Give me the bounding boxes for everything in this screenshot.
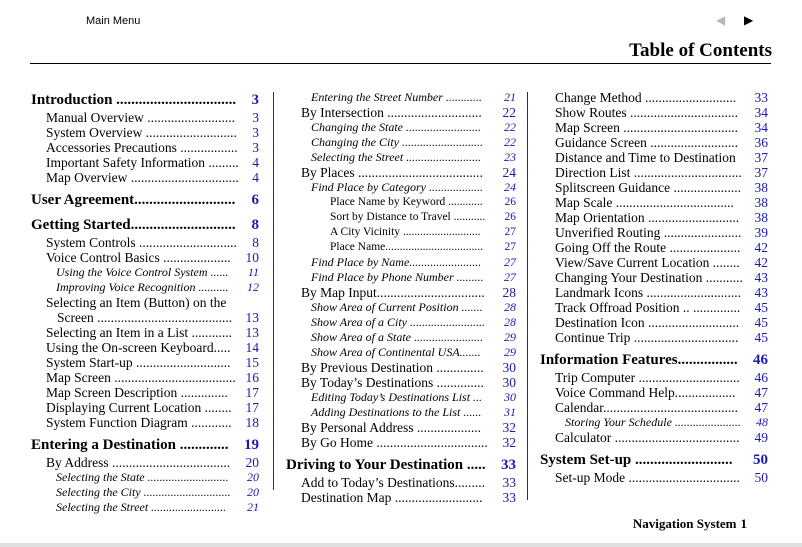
toc-page-link[interactable]: 4 [252, 170, 259, 185]
toc-entry-label: Place Name.................................. [330, 241, 483, 253]
toc-entry[interactable] [286, 180, 516, 195]
toc-page-link[interactable]: 33 [502, 490, 516, 505]
toc-entry[interactable] [286, 105, 516, 120]
toc-entry[interactable] [286, 300, 516, 315]
toc-page-link[interactable]: 34 [754, 120, 768, 135]
toc-page-link[interactable]: 22 [504, 120, 516, 134]
toc-page-link[interactable]: 46 [754, 370, 768, 385]
toc-entry-label: Selecting an Item in a List ............ [46, 325, 232, 340]
toc-entry-label: Direction List ................................ [555, 165, 742, 180]
toc-entry[interactable] [286, 195, 516, 210]
toc-entry[interactable] [540, 120, 768, 135]
toc-column-2 [286, 90, 516, 505]
toc-entry-label: By Today’s Destinations .............. [301, 375, 484, 390]
toc-page-link[interactable]: 19 [244, 437, 259, 453]
toc-entry-label: Important Safety Information ......... [46, 155, 239, 170]
previous-page-icon[interactable]: ◀ [716, 13, 726, 27]
toc-entry[interactable] [540, 300, 768, 315]
toc-entry-label: Show Routes ................................ [555, 105, 739, 120]
footer-page-number: 1 [740, 516, 747, 531]
toc-entry-label: System Function Diagram ............ [46, 415, 232, 430]
toc-page-link[interactable]: 20 [245, 455, 259, 470]
toc-page-link[interactable]: 30 [502, 375, 516, 390]
toc-page-link[interactable]: 32 [502, 435, 516, 450]
toc-entry-label: Destination Map .......................... [301, 490, 483, 505]
toc-entry-label: Selecting the State ........................... [56, 470, 229, 484]
toc-entry[interactable] [31, 485, 259, 500]
toc-entry-label: Show Area of Current Position ....... [311, 300, 483, 314]
toc-entry-label: Voice Control Basics .................... [46, 250, 231, 265]
toc-entry[interactable] [540, 255, 768, 270]
toc-page-link[interactable]: 21 [504, 90, 516, 104]
toc-page-link[interactable]: 33 [501, 457, 516, 473]
toc-page-link[interactable]: 32 [502, 420, 516, 435]
toc-entry[interactable] [31, 235, 259, 250]
toc-entry[interactable] [286, 390, 516, 405]
toc-page-link[interactable]: 13 [245, 325, 259, 340]
toc-section-entry[interactable] [540, 350, 768, 370]
toc-page-link[interactable]: 8 [252, 235, 259, 250]
toc-page-link[interactable]: 29 [504, 330, 516, 344]
toc-entry[interactable] [286, 360, 516, 375]
column-divider-1 [273, 92, 274, 490]
toc-page-link[interactable]: 48 [756, 415, 768, 429]
toc-entry-label: By Personal Address ................... [301, 420, 481, 435]
toc-page-link[interactable]: 6 [251, 192, 259, 208]
toc-entry-label: Track Offroad Position .. .............. [555, 300, 741, 315]
toc-page-link[interactable]: 13 [245, 310, 259, 325]
header-divider [30, 63, 771, 64]
toc-entry[interactable] [286, 435, 516, 450]
toc-entry-label: System Set-up .......................... [540, 452, 733, 468]
toc-page-link[interactable]: 15 [245, 355, 259, 370]
toc-entry [31, 310, 259, 325]
toc-page-link[interactable]: 36 [754, 135, 768, 150]
toc-page-link[interactable]: 50 [754, 470, 768, 485]
toc-page-link[interactable]: 27 [504, 270, 516, 284]
toc-section-entry[interactable] [540, 450, 768, 470]
toc-entry-label: Getting Started............................ [31, 217, 236, 233]
toc-entry[interactable] [540, 195, 768, 210]
toc-page-link[interactable]: 31 [504, 405, 516, 419]
toc-entry[interactable] [31, 110, 259, 125]
toc-entry-label: Using the On-screen Keyboard..... [46, 340, 231, 355]
toc-page-link[interactable]: 43 [754, 270, 768, 285]
toc-page-link[interactable]: 17 [245, 385, 259, 400]
toc-section-entry[interactable] [31, 190, 259, 210]
toc-entry[interactable] [31, 470, 259, 485]
toc-entry-label: Calendar........................................ [555, 400, 738, 415]
toc-entry[interactable] [31, 125, 259, 140]
toc-page-link[interactable]: 21 [247, 500, 259, 514]
toc-entry[interactable] [31, 155, 259, 170]
toc-entry[interactable] [286, 225, 516, 240]
toc-page-link[interactable]: 3 [252, 140, 259, 155]
toc-column-3 [540, 90, 768, 485]
toc-entry[interactable] [540, 400, 768, 415]
main-menu-link[interactable]: Main Menu [86, 15, 141, 27]
toc-page-link[interactable]: 11 [247, 265, 259, 279]
toc-entry-label: Find Place by Category .................. [311, 180, 483, 194]
toc-entry[interactable] [540, 180, 768, 195]
toc-entry[interactable] [31, 500, 259, 515]
toc-page-link[interactable]: 14 [245, 340, 259, 355]
toc-page-link[interactable]: 38 [754, 195, 768, 210]
toc-entry[interactable] [286, 315, 516, 330]
page-title: Table of Contents [629, 40, 772, 61]
toc-page-link[interactable]: 49 [754, 430, 768, 445]
toc-entry-label: Manual Overview .......................... [46, 110, 235, 125]
toc-page-link[interactable]: 3 [252, 125, 259, 140]
toc-page-link[interactable]: 3 [251, 92, 259, 108]
toc-entry-label: By Go Home ................................. [301, 435, 488, 450]
toc-entry[interactable] [286, 330, 516, 345]
toc-page-link[interactable]: 43 [754, 285, 768, 300]
toc-entry[interactable] [286, 135, 516, 150]
toc-entry-label: Accessories Precautions ................. [46, 140, 238, 155]
toc-entry-label: Map Screen Description .............. [46, 385, 228, 400]
toc-page-link[interactable]: 46 [753, 352, 768, 368]
toc-page-link[interactable]: 18 [245, 415, 259, 430]
toc-entry[interactable] [31, 355, 259, 370]
toc-entry-label: Show Area of a State ....................... [311, 330, 483, 344]
toc-page-link[interactable]: 33 [754, 90, 768, 105]
toc-entry-label: Storing Your Schedule ...................... [565, 415, 741, 429]
toc-entry-label: Distance and Time to Destination [555, 150, 736, 165]
toc-entry-label: Find Place by Name........................ [311, 255, 482, 269]
toc-entry[interactable] [31, 140, 259, 155]
toc-entry-label: Changing the City ........................... [311, 135, 483, 149]
toc-entry[interactable] [286, 240, 516, 255]
toc-entry-label: Place Name by Keyword ............ [330, 196, 483, 208]
toc-entry[interactable] [540, 470, 768, 485]
toc-entry-label: Selecting the Street ......................... [56, 500, 227, 514]
toc-page-link[interactable]: 37 [754, 150, 768, 165]
toc-page-link[interactable]: 38 [754, 180, 768, 195]
next-page-icon[interactable]: ▶ [744, 13, 754, 27]
toc-page-link[interactable]: 50 [753, 452, 768, 468]
toc-entry[interactable] [286, 165, 516, 180]
toc-page-link[interactable]: 10 [245, 250, 259, 265]
toc-entry[interactable] [31, 385, 259, 400]
toc-entry-label: System Overview ........................... [46, 125, 237, 140]
toc-page-link[interactable]: 24 [504, 180, 516, 194]
toc-entry-label: By Map Input................................ [301, 285, 485, 300]
toc-entry-label: Changing the State ......................... [311, 120, 481, 134]
toc-entry-label: Editing Today’s Destinations List ... [311, 390, 483, 404]
toc-page-link[interactable]: 27 [504, 255, 516, 269]
toc-page-link[interactable]: 33 [502, 475, 516, 490]
toc-entry[interactable] [540, 315, 768, 330]
toc-section-entry[interactable] [286, 455, 516, 475]
toc-page-link[interactable]: 39 [754, 225, 768, 240]
toc-entry[interactable] [286, 150, 516, 165]
toc-entry-label: By Address ................................... [46, 455, 231, 470]
toc-page-link[interactable]: 42 [754, 240, 768, 255]
toc-entry-label: System Controls ............................. [46, 235, 237, 250]
toc-page-link[interactable]: 28 [504, 315, 516, 329]
toc-entry-label: User Agreement........................... [31, 192, 236, 208]
toc-entry-label: Splitscreen Guidance .................... [555, 180, 741, 195]
toc-entry[interactable] [540, 370, 768, 385]
toc-entry[interactable] [286, 345, 516, 360]
toc-entry-label: View/Save Current Location ........ [555, 255, 740, 270]
toc-page-link[interactable]: 42 [754, 255, 768, 270]
toc-page-link[interactable]: 3 [252, 110, 259, 125]
footer-label: Navigation System [632, 516, 737, 531]
toc-entry[interactable] [31, 280, 259, 295]
toc-entry-label: A City Vicinity ........................... [330, 226, 481, 238]
toc-entry[interactable] [540, 240, 768, 255]
toc-page-link[interactable]: 8 [251, 217, 259, 233]
toc-entry[interactable] [286, 285, 516, 300]
toc-entry[interactable] [540, 210, 768, 225]
toc-entry-label: Map Orientation ........................... [555, 210, 740, 225]
page-footer [633, 516, 747, 532]
toc-entry-label: Unverified Routing ....................... [555, 225, 742, 240]
toc-page-link[interactable]: 34 [754, 105, 768, 120]
toc-page-link[interactable]: 16 [245, 370, 259, 385]
toc-page-link[interactable]: 20 [247, 470, 259, 484]
toc-entry[interactable] [540, 415, 768, 430]
toc-page-link[interactable]: 4 [252, 155, 259, 170]
toc-entry[interactable] [31, 295, 259, 310]
toc-page-link[interactable]: 45 [754, 315, 768, 330]
toc-entry-label: Entering the Street Number ............ [311, 90, 482, 104]
toc-entry-label: Selecting the Street ......................... [311, 150, 482, 164]
toc-entry[interactable] [540, 105, 768, 120]
toc-entry-label: Voice Command Help.................. [555, 385, 736, 400]
toc-page-link[interactable]: 24 [502, 165, 516, 180]
toc-entry[interactable] [31, 265, 259, 280]
toc-entry-label: Adding Destinations to the List ...... [311, 405, 482, 419]
toc-entry-label: Set-up Mode ................................. [555, 470, 740, 485]
toc-entry-label: Guidance Screen .......................... [555, 135, 738, 150]
toc-entry-label: Map Scale ................................... [555, 195, 734, 210]
toc-entry-label: Sort by Distance to Travel ........... [330, 211, 486, 223]
toc-entry-label: Continue Trip ............................... [555, 330, 739, 345]
toc-entry[interactable] [286, 405, 516, 420]
toc-entry-label: Displaying Current Location ........ [46, 400, 232, 415]
toc-page-link[interactable]: 28 [504, 300, 516, 314]
toc-page-link[interactable]: 47 [754, 385, 768, 400]
toc-entry[interactable] [31, 340, 259, 355]
toc-page-link[interactable]: 45 [754, 300, 768, 315]
toc-entry[interactable] [286, 420, 516, 435]
toc-entry-label: Going Off the Route ..................... [555, 240, 741, 255]
toc-entry-label: Selecting the City ............................. [56, 485, 231, 499]
toc-page-link[interactable]: 27 [504, 226, 516, 238]
toc-entry-label: By Intersection ............................ [301, 105, 482, 120]
toc-entry[interactable] [540, 150, 768, 165]
toc-entry[interactable] [286, 90, 516, 105]
toc-entry-label: Driving to Your Destination ..... [286, 457, 486, 473]
toc-entry[interactable] [31, 250, 259, 265]
toc-page-link[interactable]: 30 [504, 390, 516, 404]
toc-entry[interactable] [540, 385, 768, 400]
toc-entry-label: Selecting an Item (Button) on the [46, 295, 227, 310]
toc-entry[interactable] [286, 270, 516, 285]
column-divider-2 [527, 92, 528, 500]
toc-page-link[interactable]: 26 [504, 211, 516, 223]
toc-entry[interactable] [31, 400, 259, 415]
toc-entry[interactable] [540, 330, 768, 345]
toc-entry-label: Add to Today’s Destinations......... [301, 475, 486, 490]
toc-entry-label: Improving Voice Recognition .......... [56, 280, 229, 294]
toc-entry[interactable] [31, 325, 259, 340]
toc-entry-label: By Previous Destination .............. [301, 360, 484, 375]
toc-page-link[interactable]: 45 [754, 330, 768, 345]
toc-page-link[interactable]: 12 [247, 280, 259, 294]
toc-page-link[interactable]: 22 [504, 135, 516, 149]
toc-page-link[interactable]: 47 [754, 400, 768, 415]
toc-entry[interactable] [540, 135, 768, 150]
toc-page-link[interactable]: 37 [754, 165, 768, 180]
toc-entry-label: Change Method ........................... [555, 90, 737, 105]
toc-page-link[interactable]: 38 [754, 210, 768, 225]
toc-entry[interactable] [540, 225, 768, 240]
toc-page-link[interactable]: 17 [245, 400, 259, 415]
toc-entry-label: Calculator ..................................... [555, 430, 740, 445]
toc-page-link[interactable]: 27 [504, 241, 516, 253]
toc-entry-label: Landmark Icons ............................ [555, 285, 741, 300]
toc-entry-label: Map Overview ................................ [46, 170, 239, 185]
toc-section-entry[interactable] [31, 215, 259, 235]
toc-entry[interactable] [286, 475, 516, 490]
toc-page-link[interactable]: 22 [502, 105, 516, 120]
toc-page-link[interactable]: 29 [504, 345, 516, 359]
toc-entry[interactable] [540, 165, 768, 180]
toc-entry-label: Introduction ................................ [31, 92, 237, 108]
toc-entry-label: By Places ..................................... [301, 165, 483, 180]
toc-section-entry[interactable] [31, 435, 259, 455]
toc-entry-label: Map Screen .................................. [555, 120, 738, 135]
toc-entry-label: Entering a Destination ............. [31, 437, 229, 453]
toc-entry[interactable] [31, 370, 259, 385]
toc-entry-label: Map Screen .................................... [46, 370, 236, 385]
toc-entry[interactable] [540, 270, 768, 285]
toc-entry[interactable] [286, 255, 516, 270]
toc-page-link[interactable]: 26 [504, 196, 516, 208]
toc-entry-label: Destination Icon ........................... [555, 315, 740, 330]
toc-page-link[interactable]: 28 [502, 285, 516, 300]
toc-entry[interactable] [540, 430, 768, 445]
toc-entry-label: Using the Voice Control System ...... [56, 265, 229, 279]
toc-entry[interactable] [286, 375, 516, 390]
toc-entry-label: Find Place by Phone Number ......... [311, 270, 484, 284]
toc-entry-label: Screen ........................................ [57, 310, 233, 325]
toc-entry-label: Show Area of Continental USA....... [311, 345, 481, 359]
toc-section-entry[interactable] [31, 90, 259, 110]
toc-entry[interactable] [540, 285, 768, 300]
toc-entry[interactable] [540, 90, 768, 105]
toc-entry[interactable] [31, 415, 259, 430]
toc-column-1 [31, 90, 259, 515]
toc-entry-label: Show Area of a City ......................... [311, 315, 485, 329]
toc-entry-label: System Start-up ............................ [46, 355, 231, 370]
toc-entry[interactable] [31, 170, 259, 185]
bottom-bar [0, 543, 802, 547]
toc-entry[interactable] [31, 455, 259, 470]
toc-entry[interactable] [286, 120, 516, 135]
toc-entry-label: Changing Your Destination ........... [555, 270, 743, 285]
toc-page-link[interactable]: 20 [247, 485, 259, 499]
toc-entry[interactable] [286, 210, 516, 225]
toc-entry[interactable] [286, 490, 516, 505]
toc-entry-label: Information Features................ [540, 352, 738, 368]
toc-page-link[interactable]: 23 [504, 150, 516, 164]
toc-page-link[interactable]: 30 [502, 360, 516, 375]
toc-entry-label: Trip Computer .............................. [555, 370, 740, 385]
